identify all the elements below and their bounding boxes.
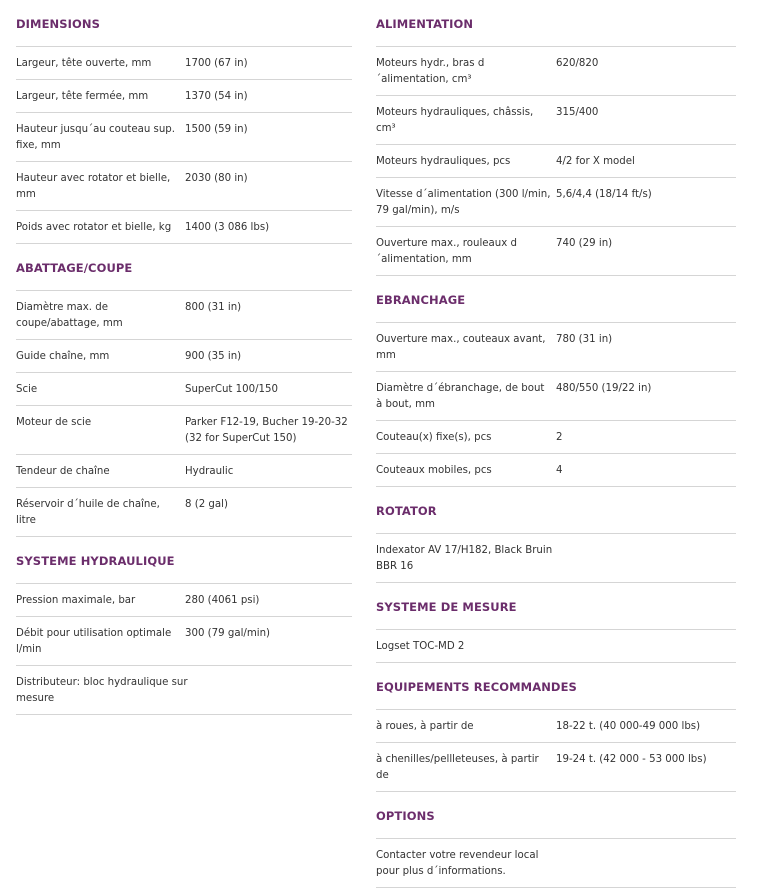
spec-value: 1370 (54 in) bbox=[185, 91, 248, 102]
spec-label: Indexator AV 17/H182, Black Bruin BBR 16 bbox=[376, 545, 553, 572]
spec-row bbox=[16, 340, 352, 373]
spec-value: 4 bbox=[556, 465, 563, 476]
spec-value bbox=[560, 543, 736, 575]
spec-value: 4/2 for X model bbox=[556, 156, 635, 167]
spec-label: Moteurs hydr., bras d´alimentation, cm³ bbox=[376, 58, 485, 85]
spec-row bbox=[16, 488, 352, 537]
spec-label: Pression maximale, bar bbox=[16, 595, 136, 606]
section-rotator bbox=[376, 487, 736, 583]
spec-value bbox=[200, 675, 352, 707]
spec-value: 8 (2 gal) bbox=[185, 499, 228, 510]
spec-row bbox=[376, 323, 736, 372]
spec-row bbox=[376, 372, 736, 421]
spec-row bbox=[16, 47, 352, 80]
spec-value: 18-22 t. (40 000-49 000 lbs) bbox=[556, 721, 701, 732]
section-ebranchage bbox=[376, 276, 736, 487]
spec-value: Hydraulic bbox=[185, 466, 234, 477]
section-title: SYSTEME DE MESURE bbox=[376, 583, 736, 630]
section-title: ROTATOR bbox=[376, 487, 736, 534]
spec-value: 280 (4061 psi) bbox=[185, 595, 260, 606]
spec-row bbox=[376, 421, 736, 454]
spec-value: 740 (29 in) bbox=[556, 238, 613, 249]
section-title: ALIMENTATION bbox=[376, 0, 736, 47]
section-systeme-hydraulique bbox=[16, 537, 352, 715]
spec-value: 5,6/4,4 (18/14 ft/s) bbox=[556, 189, 652, 200]
spec-value: 1400 (3 086 lbs) bbox=[185, 222, 270, 233]
spec-value: 2030 (80 in) bbox=[185, 173, 248, 184]
spec-value: SuperCut 100/150 bbox=[185, 384, 278, 395]
spec-value: 620/820 bbox=[556, 58, 599, 69]
spec-row bbox=[16, 162, 352, 211]
spec-value: 900 (35 in) bbox=[185, 351, 242, 362]
spec-label: Scie bbox=[16, 384, 38, 395]
spec-row bbox=[376, 178, 736, 227]
spec-row bbox=[376, 145, 736, 178]
spec-row bbox=[16, 373, 352, 406]
spec-row bbox=[16, 291, 352, 340]
spec-label: Couteaux mobiles, pcs bbox=[376, 465, 492, 476]
spec-label: Diamètre d´ébranchage, de bout à bout, mm bbox=[376, 383, 545, 410]
section-abattage-coupe bbox=[16, 244, 352, 537]
spec-label: Moteurs hydrauliques, châssis, cm³ bbox=[376, 107, 534, 134]
spec-row bbox=[376, 839, 736, 888]
spec-row bbox=[16, 80, 352, 113]
spec-row bbox=[16, 666, 352, 715]
spec-value: 19-24 t. (42 000 - 53 000 lbs) bbox=[556, 754, 707, 765]
spec-label: Poids avec rotator et bielle, kg bbox=[16, 222, 172, 233]
right-column bbox=[376, 0, 736, 888]
spec-value: 480/550 (19/22 in) bbox=[556, 383, 652, 394]
spec-row bbox=[16, 584, 352, 617]
spec-label: Ouverture max., couteaux avant, mm bbox=[376, 334, 546, 361]
spec-label: Vitesse d´alimentation (300 l/min, 79 gal/min), m/s bbox=[376, 189, 551, 216]
section-dimensions bbox=[16, 0, 352, 244]
spec-label: Logset TOC-MD 2 bbox=[376, 641, 465, 652]
spec-row bbox=[376, 47, 736, 96]
section-options bbox=[376, 792, 736, 888]
spec-value bbox=[560, 639, 736, 655]
spec-label: Contacter votre revendeur local pour plus d´informations. bbox=[376, 850, 539, 877]
spec-label: Hauteur jusqu´au couteau sup. fixe, mm bbox=[16, 124, 176, 151]
spec-label: Hauteur avec rotator et bielle, mm bbox=[16, 173, 171, 200]
section-alimentation bbox=[376, 0, 736, 276]
spec-label: Largeur, tête ouverte, mm bbox=[16, 58, 152, 69]
spec-label: Largeur, tête fermée, mm bbox=[16, 91, 149, 102]
spec-value: Parker F12-19, Bucher 19-20-32 (32 for SuperCut 150) bbox=[185, 417, 348, 444]
spec-value bbox=[560, 848, 736, 880]
spec-label: Débit pour utilisation optimale l/min bbox=[16, 628, 172, 655]
spec-value: 1500 (59 in) bbox=[185, 124, 248, 135]
section-title: SYSTEME HYDRAULIQUE bbox=[16, 537, 352, 584]
section-title: DIMENSIONS bbox=[16, 0, 352, 47]
section-title: OPTIONS bbox=[376, 792, 736, 839]
section-title: EBRANCHAGE bbox=[376, 276, 736, 323]
section-equipements-recommandes bbox=[376, 663, 736, 792]
spec-row bbox=[16, 617, 352, 666]
spec-row bbox=[376, 630, 736, 663]
spec-label: Moteurs hydrauliques, pcs bbox=[376, 156, 511, 167]
spec-row bbox=[376, 227, 736, 276]
spec-value: 800 (31 in) bbox=[185, 302, 242, 313]
spec-label: Moteur de scie bbox=[16, 417, 92, 428]
left-column bbox=[16, 0, 352, 715]
spec-label: Guide chaîne, mm bbox=[16, 351, 110, 362]
spec-row bbox=[376, 534, 736, 583]
spec-row bbox=[376, 743, 736, 792]
spec-label: Distributeur: bloc hydraulique sur mesure bbox=[16, 677, 188, 704]
spec-value: 1700 (67 in) bbox=[185, 58, 248, 69]
spec-row bbox=[16, 455, 352, 488]
section-title: EQUIPEMENTS RECOMMANDES bbox=[376, 663, 736, 710]
spec-row bbox=[16, 406, 352, 455]
spec-value: 300 (79 gal/min) bbox=[185, 628, 271, 639]
spec-row bbox=[376, 96, 736, 145]
spec-label: Réservoir d´huile de chaîne, litre bbox=[16, 499, 160, 526]
spec-row bbox=[376, 710, 736, 743]
section-systeme-de-mesure bbox=[376, 583, 736, 663]
section-title: ABATTAGE/COUPE bbox=[16, 244, 352, 291]
spec-label: à roues, à partir de bbox=[376, 721, 474, 732]
spec-row bbox=[16, 113, 352, 162]
spec-label: Diamètre max. de coupe/abattage, mm bbox=[16, 302, 123, 329]
spec-value: 315/400 bbox=[556, 107, 599, 118]
spec-value: 780 (31 in) bbox=[556, 334, 613, 345]
spec-value: 2 bbox=[556, 432, 563, 443]
spec-label: Ouverture max., rouleaux d ´alimentation, mm bbox=[376, 238, 517, 265]
spec-label: Couteau(x) fixe(s), pcs bbox=[376, 432, 492, 443]
spec-row bbox=[376, 454, 736, 487]
spec-label: à chenilles/pellleteuses, à partir de bbox=[376, 754, 539, 781]
spec-label: Tendeur de chaîne bbox=[16, 466, 110, 477]
spec-row bbox=[16, 211, 352, 244]
